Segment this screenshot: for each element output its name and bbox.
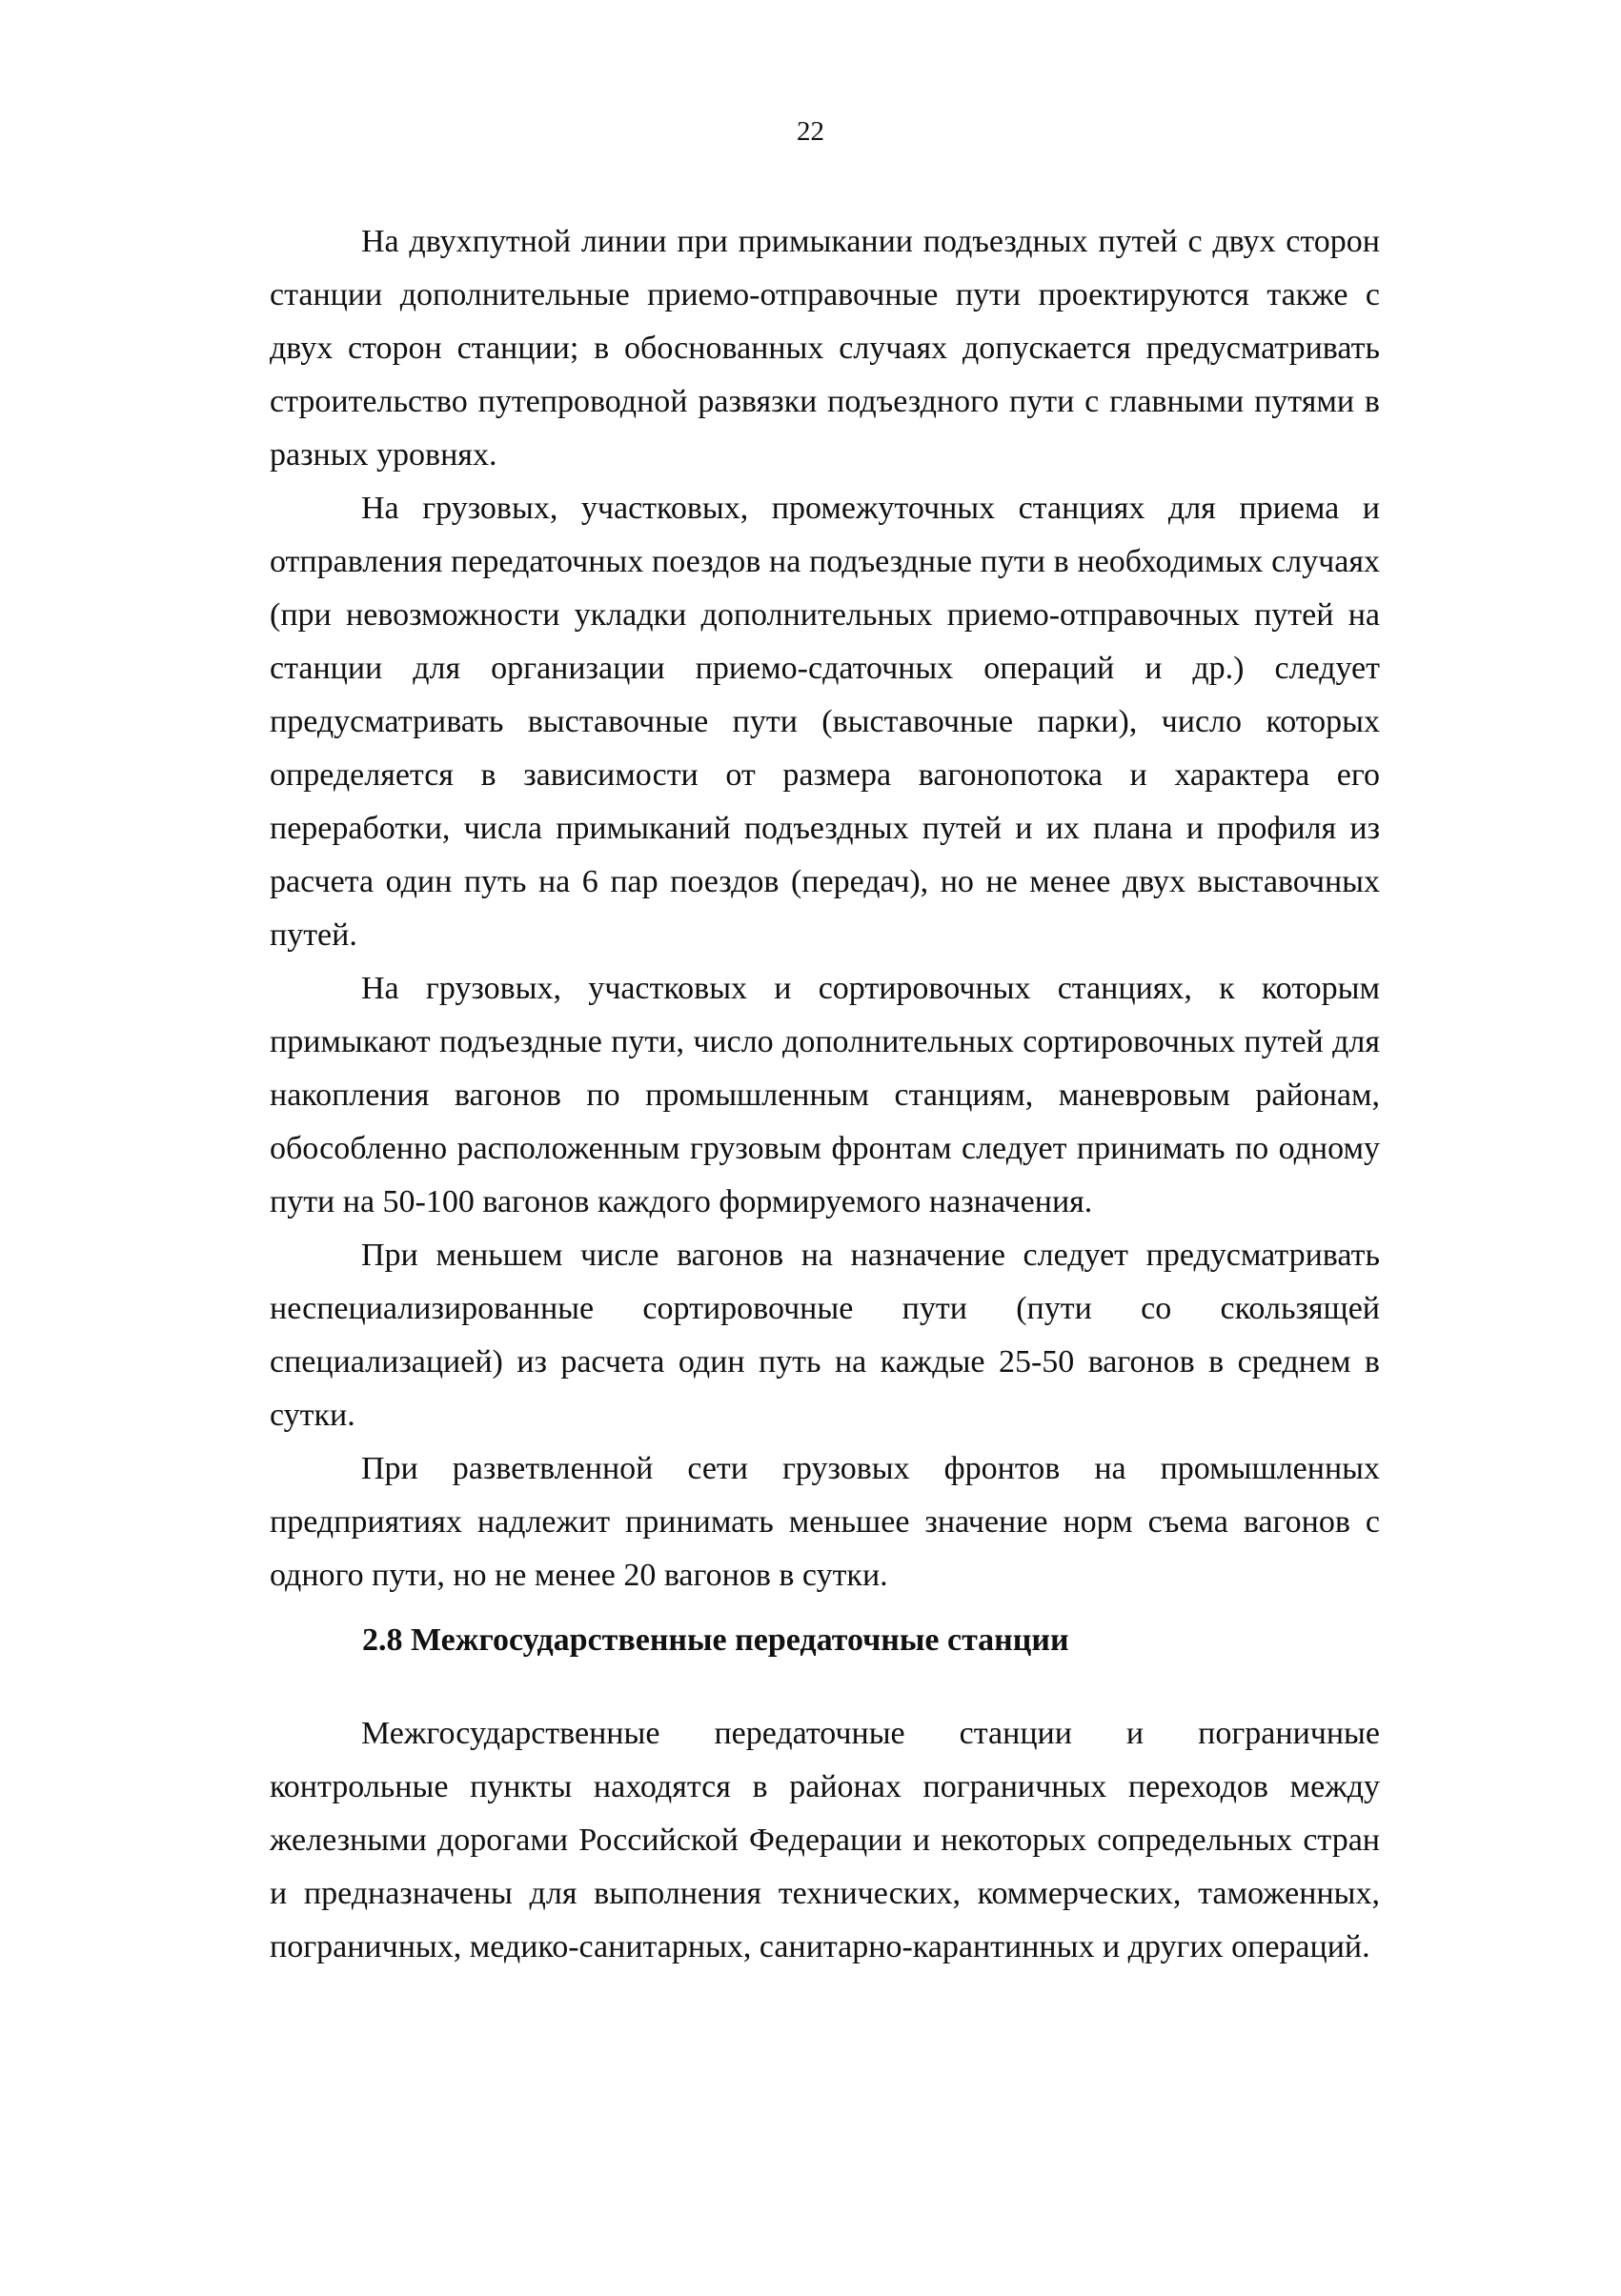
page-number: 22 <box>797 116 824 147</box>
body-text-top <box>270 215 1380 1602</box>
paragraph: При разветвленной сети грузовых фронтов на промышленных предприятиях надлежит принимать меньшее значение норм съема вагонов с одного пути, но не менее 20 вагонов в сутки. <box>270 1451 1380 1593</box>
paragraph: Межгосударственные передаточные станции и пограничные контрольные пункты находятся в районах пограничных переходов между железными дорогами Российской Федерации и некоторых сопредельных стран и предназначены для выполнения технических, коммерческих, таможенных, пограничных, медико-санитарных, санитарно-карантинных и других операций. <box>270 1716 1380 1964</box>
paragraph: На грузовых, участковых, промежуточных станциях для приема и отправления передаточных поездов на подъездные пути в необходимых случаях (при невозможности укладки дополнительных приемо-отправочных путей на станции для организации приемо-сдаточных операций и др.) следует предусматривать выставочные пути (выставочные парки), число которых определяется в зависимости от размера вагонопотока и характера его переработки, числа примыканий подъездных путей и их плана и профиля из расчета один путь на 6 пар поездов (передач), но не менее двух выставочных путей. <box>270 491 1380 953</box>
paragraph: На грузовых, участковых и сортировочных станциях, к которым примыкают подъездные пути, число дополнительных сортировочных путей для накопления вагонов по промышленным станциям, маневровым районам, обособленно расположенным грузовым фронтам следует принимать по одному пути на 50-100 вагонов каждого формируемого назначения. <box>270 971 1380 1219</box>
section-heading: 2.8 Межгосударственные передаточные станции <box>362 1622 1069 1658</box>
paragraph: При меньшем числе вагонов на назначение следует предусматривать неспециализированные сортировочные пути (пути со скользящей специализацией) из расчета один путь на каждые 25-50 вагонов в среднем в сутки. <box>270 1238 1380 1433</box>
paragraph: На двухпутной линии при примыкании подъездных путей с двух сторон станции дополнительные приемо-отправочные пути проектируются также с двух сторон станции; в обоснованных случаях допускается предусматривать строительство путепроводной развязки подъездного пути с главными путями в разных уровнях. <box>270 224 1380 473</box>
body-text-section <box>270 1707 1380 1974</box>
